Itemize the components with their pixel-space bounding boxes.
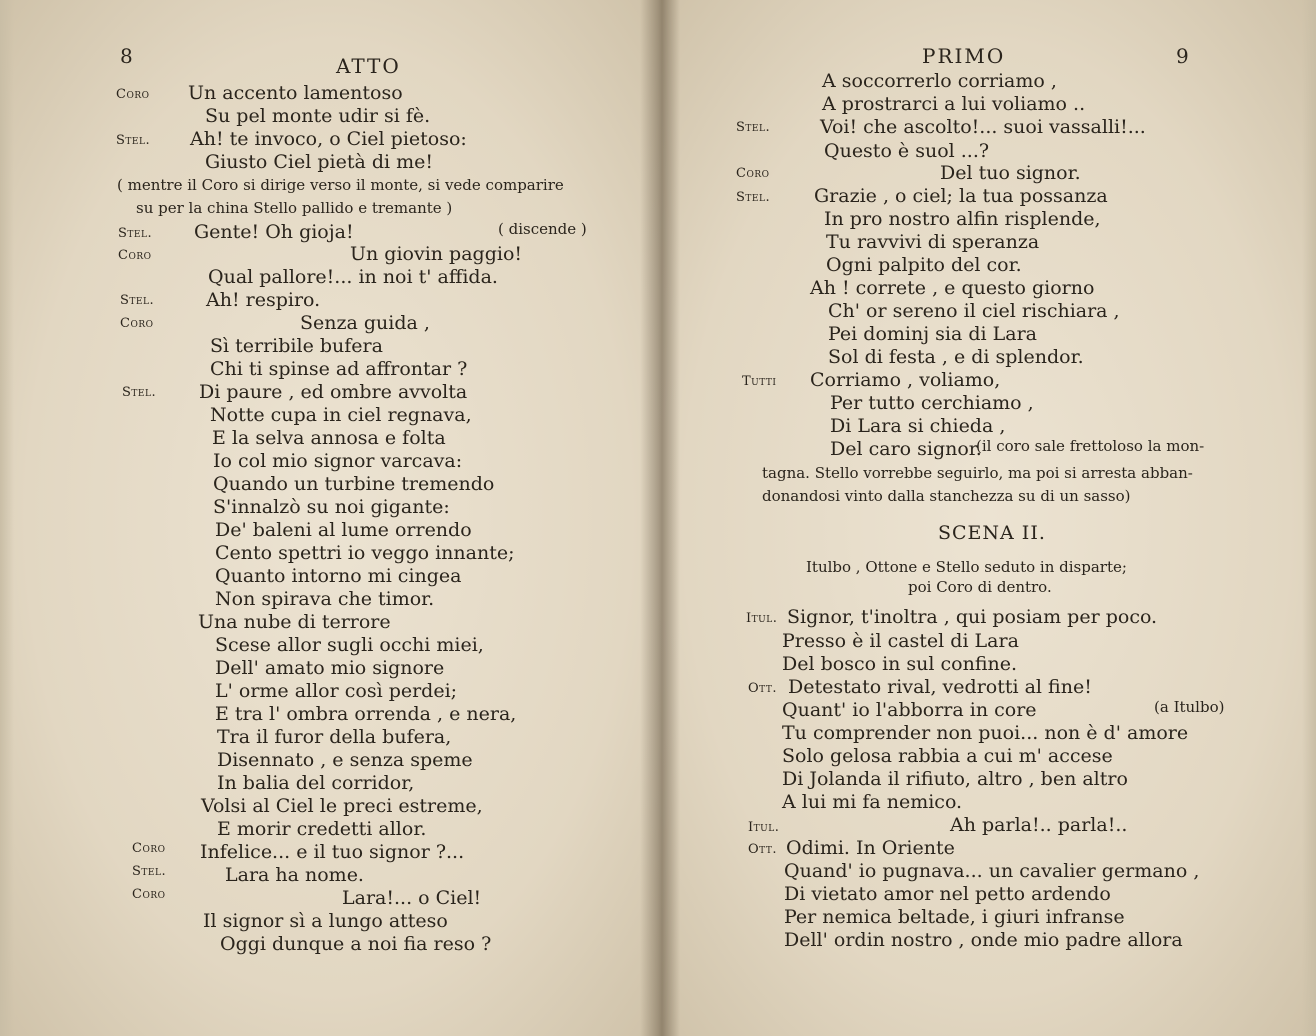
speaker-label: Coro xyxy=(120,316,154,331)
verse-line: A lui mi fa nemico. xyxy=(782,791,963,813)
speaker-label: Stel. xyxy=(120,293,155,308)
verse-line: Pei dominj sia di Lara xyxy=(828,323,1037,345)
verse-line: Oggi dunque a noi fia reso ? xyxy=(220,933,492,955)
verse-line: Ah parla!.. parla!.. xyxy=(950,814,1128,836)
verse-line: S'innalzò su noi gigante: xyxy=(213,496,450,518)
verse-line: Cento spettri io veggo innante; xyxy=(215,542,515,564)
speaker-label: Stel. xyxy=(118,226,153,241)
verse-line: Quant' io l'abborra in core xyxy=(782,699,1037,721)
verse-line: Ah! respiro. xyxy=(206,289,321,311)
verse-line: Dell' ordin nostro , onde mio padre allora xyxy=(784,929,1183,951)
right-page xyxy=(658,0,1316,1036)
verse-line: Sì terribile bufera xyxy=(210,335,383,357)
speaker-label: Stel. xyxy=(132,864,167,879)
speaker-label: Itul. xyxy=(748,820,780,835)
scene-heading: SCENA II. xyxy=(938,522,1046,544)
stage-direction: su per la china Stello pallido e tremante ) xyxy=(136,199,453,217)
verse-line: De' baleni al lume orrendo xyxy=(215,519,472,541)
verse-line: Lara ha nome. xyxy=(225,864,364,886)
verse-line: Dell' amato mio signore xyxy=(215,657,445,679)
verse-line: E morir credetti allor. xyxy=(217,818,427,840)
speaker-label: Stel. xyxy=(122,385,157,400)
verse-line: Solo gelosa rabbia a cui m' accese xyxy=(782,745,1113,767)
verse-line: L' orme allor così perdei; xyxy=(215,680,458,702)
speaker-label: Coro xyxy=(736,166,770,181)
verse-line: Il signor sì a lungo atteso xyxy=(203,910,448,932)
verse-line: A prostrarci a lui voliamo .. xyxy=(822,93,1086,115)
verse-line: Per nemica beltade, i giuri infranse xyxy=(784,906,1125,928)
speaker-label: Ott. xyxy=(748,681,777,696)
verse-line: Tra il furor della bufera, xyxy=(217,726,452,748)
stage-direction: (il coro sale frettoloso la mon- xyxy=(976,437,1205,455)
verse-line: Tu ravvivi di speranza xyxy=(826,231,1040,253)
speaker-label: Ott. xyxy=(748,842,777,857)
verse-line: Volsi al Ciel le preci estreme, xyxy=(201,795,483,817)
verse-line: Giusto Ciel pietà di me! xyxy=(205,151,433,173)
verse-line: Di Lara si chieda , xyxy=(830,415,1006,437)
speaker-label: Coro xyxy=(132,887,166,902)
page-number: 9 xyxy=(1176,44,1189,68)
verse-line: Del bosco in sul confine. xyxy=(782,653,1018,675)
verse-line: Di paure , ed ombre avvolta xyxy=(199,381,468,403)
verse-line: Io col mio signor varcava: xyxy=(213,450,463,472)
stage-direction: (a Itulbo) xyxy=(1154,698,1225,716)
speaker-label: Coro xyxy=(116,87,150,102)
verse-line: In pro nostro alfin risplende, xyxy=(824,208,1101,230)
page-edge-shadow xyxy=(0,0,14,1036)
verse-line: Quando un turbine tremendo xyxy=(213,473,495,495)
speaker-label: Coro xyxy=(118,248,152,263)
verse-line: Notte cupa in ciel regnava, xyxy=(210,404,472,426)
verse-line: Un giovin paggio! xyxy=(350,243,523,265)
speaker-label: Coro xyxy=(132,841,166,856)
verse-line: Qual pallore!... in noi t' affida. xyxy=(208,266,498,288)
verse-line: E la selva annosa e folta xyxy=(212,427,446,449)
verse-line: Quand' io pugnava... un cavalier germano , xyxy=(784,860,1200,882)
verse-line: Di Jolanda il rifiuto, altro , ben altro xyxy=(782,768,1128,790)
verse-line: E tra l' ombra orrenda , e nera, xyxy=(215,703,517,725)
verse-line: Questo è suol ...? xyxy=(824,140,990,162)
verse-line: Senza guida , xyxy=(300,312,430,334)
verse-line: Grazie , o ciel; la tua possanza xyxy=(814,185,1108,207)
verse-line: Ah ! correte , e questo giorno xyxy=(810,277,1095,299)
verse-line: In balia del corridor, xyxy=(217,772,415,794)
verse-line: Chi ti spinse ad affrontar ? xyxy=(210,358,468,380)
verse-line: Sol di festa , e di splendor. xyxy=(828,346,1084,368)
verse-line: Tu comprender non puoi... non è d' amore xyxy=(782,722,1189,744)
verse-line: Ah! te invoco, o Ciel pietoso: xyxy=(190,128,467,150)
stage-direction: donandosi vinto dalla stanchezza su di un sasso) xyxy=(762,487,1131,505)
speaker-label: Stel. xyxy=(736,120,771,135)
verse-line: Su pel monte udir si fè. xyxy=(205,105,431,127)
verse-line: Corriamo , voliamo, xyxy=(810,369,1001,391)
verse-line: Quanto intorno mi cingea xyxy=(215,565,462,587)
verse-line: Scese allor sugli occhi miei, xyxy=(215,634,484,656)
stage-direction: tagna. Stello vorrebbe seguirlo, ma poi si arresta abban- xyxy=(762,464,1193,482)
running-head: ATTO xyxy=(336,54,401,78)
scene-cast: Itulbo , Ottone e Stello seduto in disparte; xyxy=(806,558,1127,576)
verse-line: Di vietato amor nel petto ardendo xyxy=(784,883,1111,905)
speaker-label: Itul. xyxy=(746,611,778,626)
speaker-label: Stel. xyxy=(736,190,771,205)
verse-line: Ch' or sereno il ciel rischiara , xyxy=(828,300,1120,322)
verse-line: Infelice... e il tuo signor ?... xyxy=(200,841,465,863)
verse-line: A soccorrerlo corriamo , xyxy=(822,70,1057,92)
verse-line: Un accento lamentoso xyxy=(188,82,403,104)
verse-line: Non spirava che timor. xyxy=(215,588,435,610)
page-number: 8 xyxy=(120,44,133,68)
stage-direction: ( discende ) xyxy=(498,220,587,238)
verse-line: Detestato rival, vedrotti al fine! xyxy=(788,676,1092,698)
stage-direction: ( mentre il Coro si dirige verso il monte, si vede comparire xyxy=(117,176,564,194)
verse-line: Gente! Oh gioja! xyxy=(194,221,354,243)
verse-line: Per tutto cerchiamo , xyxy=(830,392,1034,414)
verse-line: Voi! che ascolto!... suoi vassalli!... xyxy=(820,116,1146,138)
verse-line: Odimi. In Oriente xyxy=(786,837,955,859)
verse-line: Presso è il castel di Lara xyxy=(782,630,1019,652)
speaker-label: Tutti xyxy=(742,374,777,389)
speaker-label: Stel. xyxy=(116,133,151,148)
verse-line: Una nube di terrore xyxy=(198,611,391,633)
scene-cast: poi Coro di dentro. xyxy=(908,578,1052,596)
verse-line: Lara!... o Ciel! xyxy=(342,887,482,909)
page-edge-shadow xyxy=(1302,0,1316,1036)
verse-line: Del caro signor. xyxy=(830,438,982,460)
verse-line: Ogni palpito del cor. xyxy=(826,254,1022,276)
verse-line: Disennato , e senza speme xyxy=(217,749,473,771)
verse-line: Del tuo signor. xyxy=(940,162,1081,184)
verse-line: Signor, t'inoltra , qui posiam per poco. xyxy=(787,606,1158,628)
running-head: PRIMO xyxy=(922,44,1006,68)
